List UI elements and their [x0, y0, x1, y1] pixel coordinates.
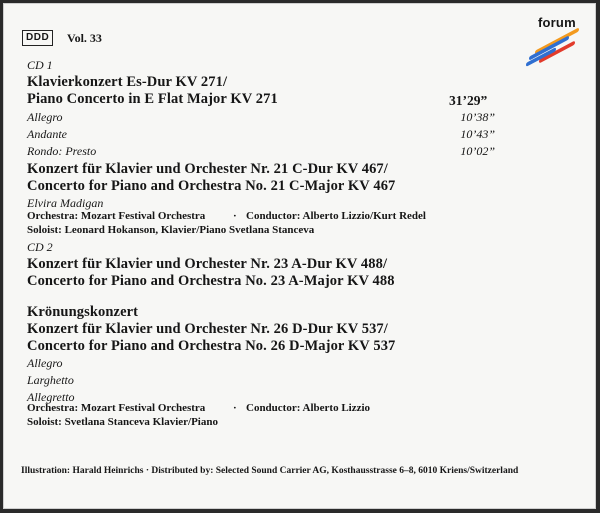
movement-name: Allegro [27, 356, 63, 370]
movement-time: 10’43” [460, 127, 495, 141]
cd1-work1-title-en: Piano Concerto in E Flat Major KV 271 [27, 91, 278, 107]
cd2-conductor: Conductor: Alberto Lizzio [246, 402, 371, 414]
cd1-work1-total-time: 31’29” [449, 93, 488, 108]
movement-time: 10’02” [460, 144, 495, 158]
cd1-work2-subtitle: Elvira Madigan [27, 196, 104, 210]
separator-dot: · [233, 402, 237, 414]
cd2-orchestra: Orchestra: Mozart Festival Orchestra [27, 402, 206, 414]
cd2-soloist: Soloist: Svetlana Stanceva Klavier/Piano [27, 416, 218, 428]
cd2-work2-title-de: Konzert für Klavier und Orchester Nr. 26 D-Dur KV 537/ [27, 321, 388, 337]
cd-back-cover [3, 3, 596, 509]
cd1-conductor: Conductor: Alberto Lizzio/Kurt Redel [246, 210, 426, 222]
cd1-work2-title-de: Konzert für Klavier und Orchester Nr. 21 C-Dur KV 467/ [27, 161, 388, 177]
movement-name: Andante [27, 127, 67, 141]
cd2-work2-title-en: Concerto for Piano and Orchestra No. 26 D-Major KV 537 [27, 338, 396, 354]
ddd-badge: DDD [22, 30, 53, 46]
logo-wordmark: forum [538, 15, 576, 30]
credits-footer: Illustration: Harald Heinrichs · Distributed by: Selected Sound Carrier AG, Kosthausstrasse 6–8, 6010 Kriens/Switzerland [21, 466, 519, 476]
movement-name: Allegretto [27, 390, 75, 404]
separator-dot: · [233, 210, 237, 222]
movement-name: Rondo: Presto [27, 144, 97, 158]
movement-time: 10’38” [460, 110, 495, 124]
movement-name: Allegro [27, 110, 63, 124]
cd1-work2-title-en: Concerto for Piano and Orchestra No. 21 C-Major KV 467 [27, 178, 396, 194]
movement-name: Larghetto [27, 373, 74, 387]
cd2-work1-title-en: Concerto for Piano and Orchestra No. 23 A-Major KV 488 [27, 273, 395, 289]
cd1-work1-title-de: Klavierkonzert Es-Dur KV 271/ [27, 74, 228, 90]
forum-logo [523, 15, 585, 63]
cd2-label: CD 2 [27, 240, 53, 254]
cd1-label: CD 1 [27, 58, 53, 72]
cd1-soloist: Soloist: Leonard Hokanson, Klavier/Piano Svetlana Stanceva [27, 224, 315, 236]
cd2-work1-title-de: Konzert für Klavier und Orchester Nr. 23 A-Dur KV 488/ [27, 256, 388, 272]
cd1-orchestra: Orchestra: Mozart Festival Orchestra [27, 210, 206, 222]
cd2-work2-nickname: Krönungskonzert [27, 304, 139, 320]
volume-number: Vol. 33 [67, 31, 102, 45]
